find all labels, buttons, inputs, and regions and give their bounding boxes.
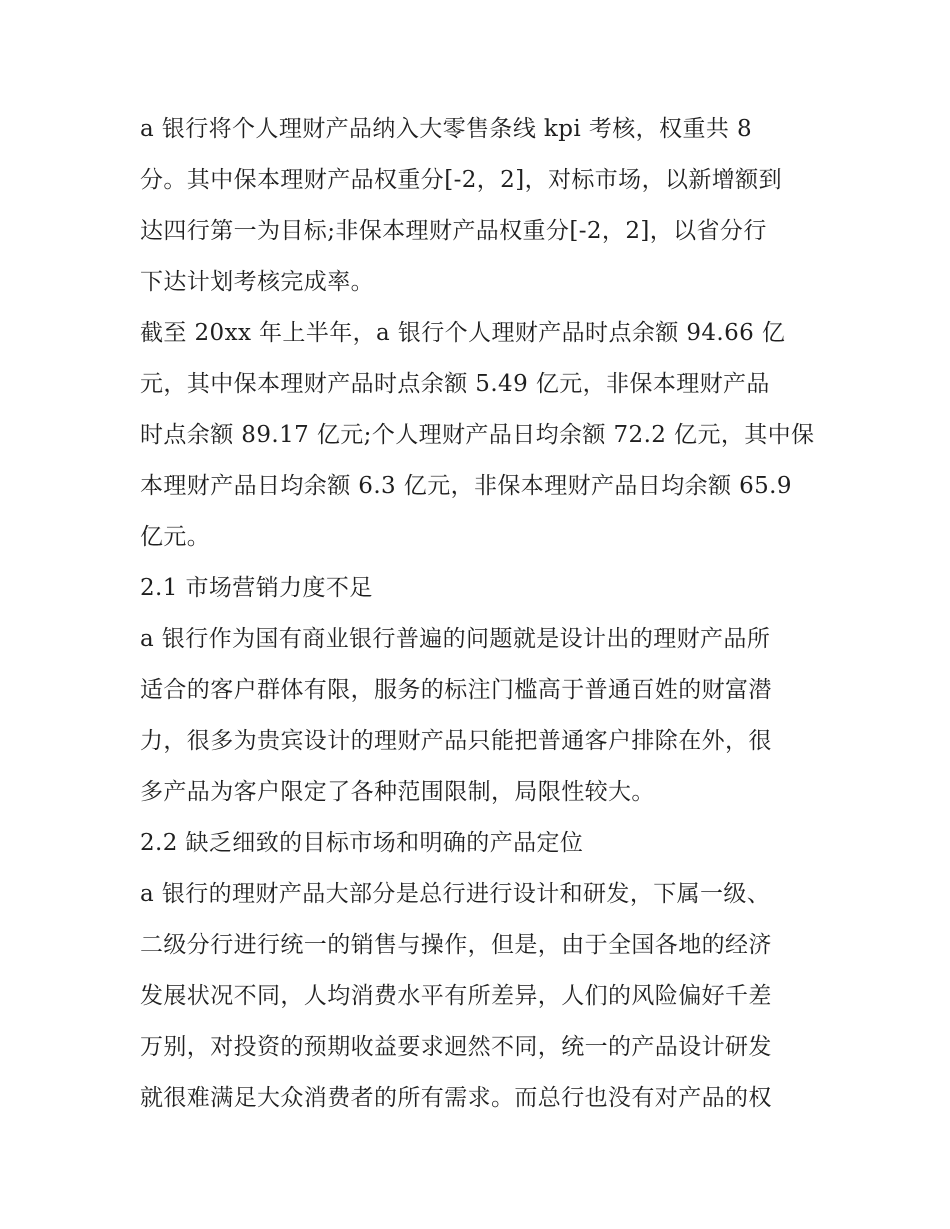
section-heading-2-1: 2.1 市场营销力度不足: [140, 575, 373, 601]
paragraph-1-line-1: a 银行将个人理财产品纳入大零售条线 kpi 考核，权重共 8: [140, 116, 753, 142]
paragraph-3-line-3: 力，很多为贵宾设计的理财产品只能把普通客户排除在外，很: [140, 728, 772, 754]
paragraph-2-line-5: 亿元。: [140, 524, 211, 550]
paragraph-3-line-1: a 银行作为国有商业银行普遍的问题就是设计出的理财产品所: [140, 626, 771, 652]
paragraph-1-line-2: 分。其中保本理财产品权重分[-2，2]，对标市场，以新增额到: [140, 167, 782, 193]
paragraph-2-line-2: 元，其中保本理财产品时点余额 5.49 亿元，非保本理财产品: [140, 371, 770, 397]
paragraph-2-line-4: 本理财产品日均余额 6.3 亿元，非保本理财产品日均余额 65.9: [140, 473, 792, 499]
paragraph-2-line-1: 截至 20xx 年上半年，a 银行个人理财产品时点余额 94.66 亿: [140, 320, 786, 346]
paragraph-4-line-1: a 银行的理财产品大部分是总行进行设计和研发，下属一级、: [140, 881, 771, 907]
paragraph-3-line-4: 多产品为客户限定了各种范围限制，局限性较大。: [140, 779, 655, 805]
section-heading-2-2: 2.2 缺乏细致的目标市场和明确的产品定位: [140, 830, 584, 856]
paragraph-1-line-4: 下达计划考核完成率。: [140, 269, 374, 295]
paragraph-4-line-5: 就很难满足大众消费者的所有需求。而总行也没有对产品的权: [140, 1085, 772, 1111]
paragraph-3-line-2: 适合的客户群体有限，服务的标注门槛高于普通百姓的财富潜: [140, 677, 772, 703]
paragraph-4-line-3: 发展状况不同，人均消费水平有所差异，人们的风险偏好千差: [140, 983, 772, 1009]
paragraph-2-line-3: 时点余额 89.17 亿元;个人理财产品日均余额 72.2 亿元，其中保: [140, 422, 815, 448]
paragraph-4-line-2: 二级分行进行统一的销售与操作，但是，由于全国各地的经济: [140, 932, 772, 958]
paragraph-1-line-3: 达四行第一为目标;非保本理财产品权重分[-2，2]，以省分行: [140, 218, 767, 244]
paragraph-4-line-4: 万别，对投资的预期收益要求迥然不同，统一的产品设计研发: [140, 1034, 772, 1060]
